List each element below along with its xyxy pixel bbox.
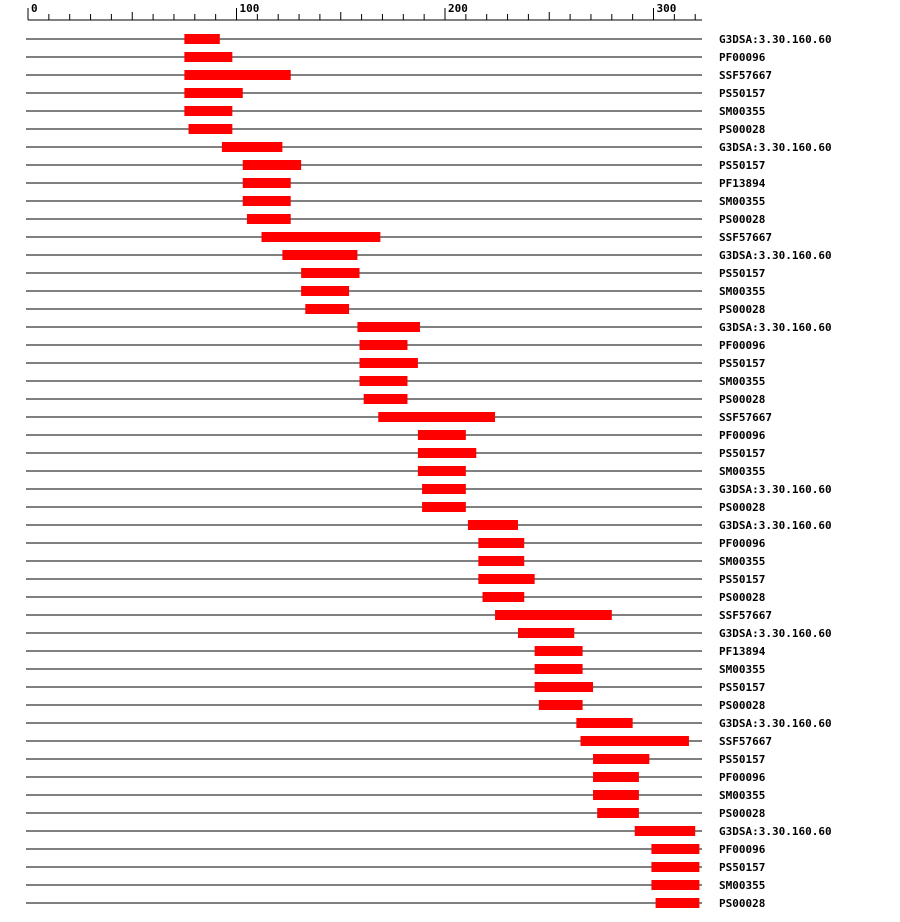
track-label: G3DSA:3.30.160.60 bbox=[719, 141, 832, 154]
track-label: G3DSA:3.30.160.60 bbox=[719, 627, 832, 640]
track-label: PS50157 bbox=[719, 357, 766, 370]
track-label: PS00028 bbox=[719, 807, 766, 820]
domain-bar bbox=[651, 880, 699, 890]
track-label: PS00028 bbox=[719, 591, 766, 604]
axis-tick-label: 100 bbox=[239, 2, 260, 15]
track-row bbox=[26, 447, 765, 460]
domain-bar bbox=[305, 304, 349, 314]
domain-bar bbox=[243, 178, 291, 188]
track-row bbox=[26, 339, 766, 352]
track-label: PS50157 bbox=[719, 159, 766, 172]
track-row bbox=[26, 321, 832, 334]
track-row bbox=[26, 501, 765, 514]
domain-bar bbox=[495, 610, 612, 620]
track-row bbox=[26, 771, 766, 784]
track-label: SM00355 bbox=[719, 375, 766, 388]
domain-bar bbox=[593, 754, 649, 764]
domain-bar bbox=[222, 142, 282, 152]
track-row bbox=[26, 663, 765, 676]
track-label: PS50157 bbox=[719, 573, 766, 586]
track-label: G3DSA:3.30.160.60 bbox=[719, 249, 832, 262]
track-row bbox=[26, 303, 765, 316]
track-row bbox=[26, 627, 832, 640]
track-row bbox=[26, 33, 832, 46]
track-row bbox=[26, 537, 766, 550]
track-row bbox=[26, 231, 772, 244]
track-row bbox=[26, 87, 765, 100]
track-label: PS00028 bbox=[719, 393, 766, 406]
domain-bar bbox=[478, 574, 534, 584]
domain-bar bbox=[651, 862, 699, 872]
track-label: SSF57667 bbox=[719, 231, 772, 244]
track-label: SM00355 bbox=[719, 879, 766, 892]
track-row bbox=[26, 213, 765, 226]
axis-tick-label: 300 bbox=[656, 2, 677, 15]
domain-bar bbox=[656, 898, 700, 908]
track-row bbox=[26, 123, 765, 136]
domain-bar bbox=[478, 556, 524, 566]
track-list bbox=[26, 33, 832, 910]
track-label: PF00096 bbox=[719, 51, 766, 64]
domain-bar bbox=[576, 718, 632, 728]
domain-bar bbox=[651, 844, 699, 854]
domain-bar bbox=[418, 448, 476, 458]
track-label: PS00028 bbox=[719, 123, 766, 136]
track-row bbox=[26, 843, 766, 856]
track-label: SM00355 bbox=[719, 663, 766, 676]
track-label: SM00355 bbox=[719, 195, 766, 208]
track-label: SM00355 bbox=[719, 105, 766, 118]
domain-bar bbox=[597, 808, 639, 818]
domain-bar bbox=[360, 340, 408, 350]
domain-bar bbox=[184, 52, 232, 62]
domain-bar bbox=[243, 196, 291, 206]
domain-bar bbox=[247, 214, 291, 224]
track-row bbox=[26, 681, 765, 694]
track-label: PS50157 bbox=[719, 861, 766, 874]
domain-bar bbox=[243, 160, 301, 170]
track-row bbox=[26, 411, 772, 424]
domain-bar bbox=[364, 394, 408, 404]
track-row bbox=[26, 249, 832, 262]
track-label: G3DSA:3.30.160.60 bbox=[719, 519, 832, 532]
track-row bbox=[26, 717, 832, 730]
domain-bar bbox=[635, 826, 695, 836]
track-row bbox=[26, 735, 772, 748]
track-row bbox=[26, 789, 765, 802]
track-row bbox=[26, 483, 832, 496]
domain-bar bbox=[184, 70, 290, 80]
track-row bbox=[26, 375, 765, 388]
domain-bar bbox=[535, 682, 593, 692]
track-label: SSF57667 bbox=[719, 411, 772, 424]
track-row bbox=[26, 897, 765, 910]
track-label: SM00355 bbox=[719, 555, 766, 568]
track-label: PS50157 bbox=[719, 447, 766, 460]
domain-bar bbox=[539, 700, 583, 710]
track-label: PS00028 bbox=[719, 501, 766, 514]
domain-bar bbox=[581, 736, 689, 746]
domain-bar bbox=[189, 124, 233, 134]
track-row bbox=[26, 573, 765, 586]
track-label: SM00355 bbox=[719, 789, 766, 802]
track-label: PF00096 bbox=[719, 771, 766, 784]
track-label: SSF57667 bbox=[719, 735, 772, 748]
domain-bar bbox=[184, 106, 232, 116]
track-row bbox=[26, 357, 765, 370]
track-label: SSF57667 bbox=[719, 69, 772, 82]
domain-bar bbox=[357, 322, 420, 332]
track-label: G3DSA:3.30.160.60 bbox=[719, 321, 832, 334]
track-label: PF00096 bbox=[719, 843, 766, 856]
domain-bar bbox=[360, 376, 408, 386]
domain-bar bbox=[422, 484, 466, 494]
domain-bar bbox=[535, 664, 583, 674]
track-row bbox=[26, 141, 832, 154]
track-row bbox=[26, 879, 765, 892]
domain-bar bbox=[478, 538, 524, 548]
track-row bbox=[26, 645, 766, 658]
track-label: PS50157 bbox=[719, 753, 766, 766]
domain-bar bbox=[593, 790, 639, 800]
domain-bar bbox=[418, 466, 466, 476]
track-label: PF13894 bbox=[719, 177, 766, 190]
domain-bar bbox=[468, 520, 518, 530]
track-row bbox=[26, 591, 765, 604]
track-label: PS00028 bbox=[719, 897, 766, 910]
domain-bar bbox=[262, 232, 381, 242]
track-label: PS00028 bbox=[719, 699, 766, 712]
track-label: G3DSA:3.30.160.60 bbox=[719, 483, 832, 496]
domain-bar bbox=[301, 286, 349, 296]
track-row bbox=[26, 699, 765, 712]
domain-bar bbox=[422, 502, 466, 512]
track-label: SSF57667 bbox=[719, 609, 772, 622]
axis-tick-label: 200 bbox=[448, 2, 468, 15]
track-label: PF00096 bbox=[719, 537, 766, 550]
domain-bar bbox=[483, 592, 525, 602]
domain-bar bbox=[535, 646, 583, 656]
track-row bbox=[26, 555, 765, 568]
track-row bbox=[26, 159, 765, 172]
track-row bbox=[26, 105, 765, 118]
track-row bbox=[26, 267, 765, 280]
track-row bbox=[26, 861, 765, 874]
x-axis bbox=[28, 2, 702, 20]
track-label: PF13894 bbox=[719, 645, 766, 658]
track-label: G3DSA:3.30.160.60 bbox=[719, 825, 832, 838]
track-row bbox=[26, 177, 766, 190]
track-label: PF00096 bbox=[719, 429, 766, 442]
track-label: SM00355 bbox=[719, 285, 766, 298]
track-label: SM00355 bbox=[719, 465, 766, 478]
track-label: PS50157 bbox=[719, 267, 766, 280]
domain-bar bbox=[518, 628, 574, 638]
track-row bbox=[26, 753, 765, 766]
track-row bbox=[26, 51, 766, 64]
domain-bar bbox=[184, 88, 242, 98]
track-row bbox=[26, 429, 766, 442]
track-label: PS50157 bbox=[719, 87, 766, 100]
track-row bbox=[26, 825, 832, 838]
domain-bar bbox=[378, 412, 495, 422]
track-label: PF00096 bbox=[719, 339, 766, 352]
track-row bbox=[26, 807, 765, 820]
axis-tick-label: 0 bbox=[31, 2, 38, 15]
track-row bbox=[26, 393, 765, 406]
domain-bar bbox=[593, 772, 639, 782]
track-label: PS50157 bbox=[719, 681, 766, 694]
track-row bbox=[26, 609, 772, 622]
track-row bbox=[26, 519, 832, 532]
domain-bar bbox=[301, 268, 359, 278]
track-row bbox=[26, 285, 765, 298]
track-label: PS00028 bbox=[719, 303, 766, 316]
domain-bar bbox=[360, 358, 418, 368]
track-row bbox=[26, 465, 765, 478]
domain-bar bbox=[282, 250, 357, 260]
domain-bar bbox=[418, 430, 466, 440]
track-label: G3DSA:3.30.160.60 bbox=[719, 717, 832, 730]
track-row bbox=[26, 69, 772, 82]
track-label: PS00028 bbox=[719, 213, 766, 226]
track-label: G3DSA:3.30.160.60 bbox=[719, 33, 832, 46]
domain-bar bbox=[184, 34, 219, 44]
track-row bbox=[26, 195, 765, 208]
